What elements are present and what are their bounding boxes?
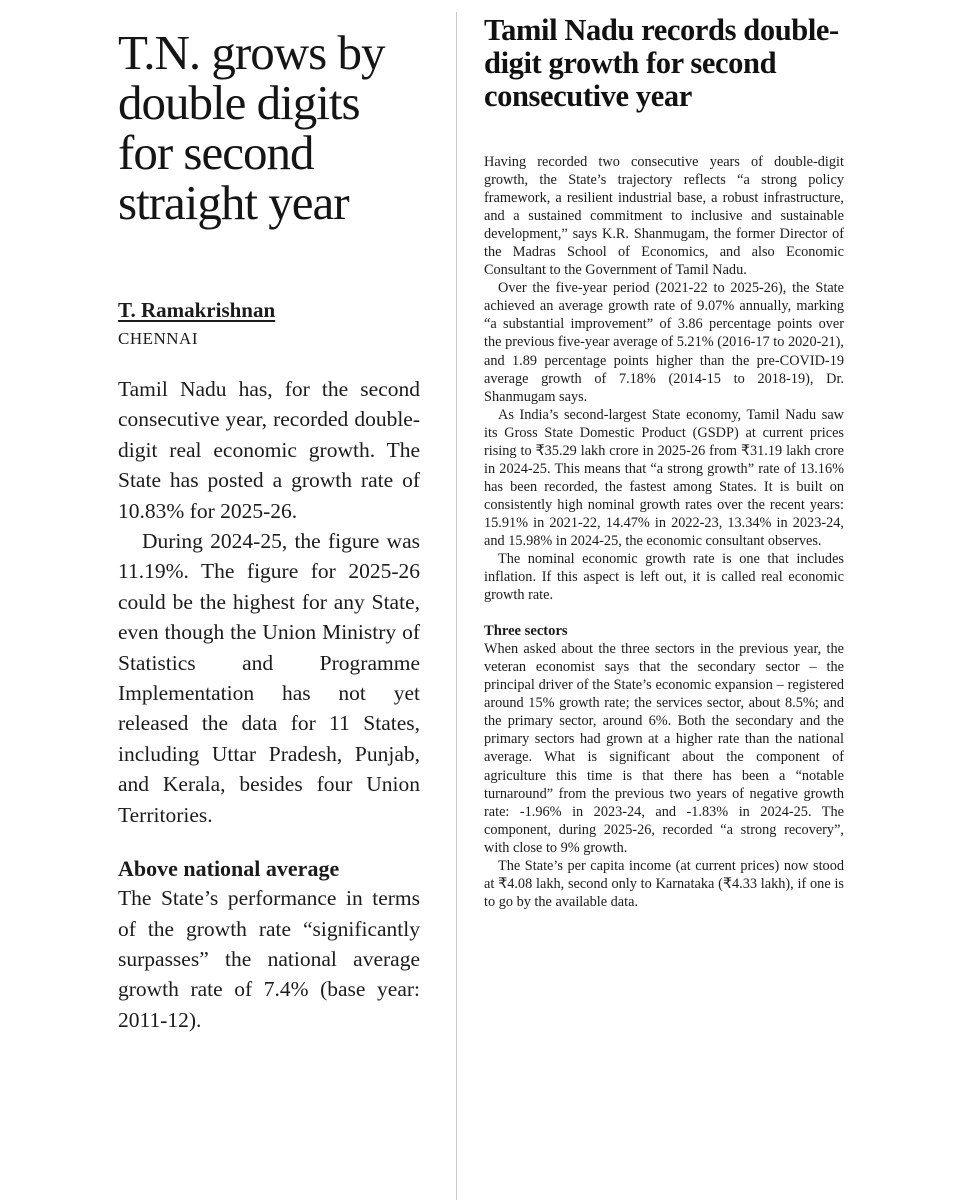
right-paragraph-3: As India’s second-largest State economy, Tamil Nadu saw its Gross State Domestic Product (GSDP) at current prices rising to ₹35.29 lakh crore in 2025-26 from ₹31.19 lakh crore in 2024-25. This means that “a strong growth” rate of 13.16% has been recorded, the fastest among States. It is built on consistently high nominal growth rates over the recent years: 15.91% in 2021-22, 14.47% in 2022-23, 13.34% in 2023-24, and 15.98% in 2024-25, the economic consultant observes. bbox=[484, 406, 844, 549]
left-paragraph-2: During 2024-25, the figure was 11.19%. The figure for 2025-26 could be the highest for any State, even though the Union Ministry of Statistics and Programme Implementation has not yet released the data for 11 States, including Uttar Pradesh, Punjab, and Kerala, besides four Union Territories. bbox=[118, 529, 420, 827]
right-subhead: Three sectors bbox=[484, 623, 568, 640]
right-sub-paragraph-1: When asked about the three sectors in the previous year, the veteran economist says that the secondary sector – the principal driver of the State’s economic expansion – registered around 15% growth rate; the services sector, about 8.5%; and the primary sector, around 6%. Both the secondary and the primary sectors had grown at a higher rate than the national average. What is significant about the component of agriculture this time is that there has been a “notable turnaround” from the previous two years of negative growth rate: -1.96% in 2023-24, and -1.83% in 2024-25. The component, during 2025-26, recorded “a strong recovery”, with close to 9% growth. bbox=[484, 641, 844, 856]
right-article bbox=[484, 14, 844, 911]
left-paragraph-1: Tamil Nadu has, for the second consecutive year, recorded double-digit real economic growth. The State has posted a growth rate of 10.83% for 2025-26. bbox=[118, 377, 420, 523]
left-subhead: Above national average bbox=[118, 856, 340, 882]
column-divider bbox=[456, 12, 457, 1200]
right-paragraph-2: Over the five-year period (2021-22 to 2025-26), the State achieved an average growth rate of 9.07% annually, marking “a substantial improvement” of 3.86 percentage points over the previous five-year average of 5.21% (2016-17 to 2020-21), and 1.89 percentage points higher than the pre-COVID-19 average growth of 7.18% (2014-15 to 2018-19), Dr. Shanmugam says. bbox=[484, 280, 844, 405]
left-article bbox=[118, 25, 420, 1035]
left-sub-paragraph-1: The State’s performance in terms of the growth rate “significantly surpasses” the national average growth rate of 7.4% (base year: 2011-12). bbox=[118, 886, 420, 1032]
dateline: CHENNAI bbox=[118, 329, 198, 348]
author-byline[interactable]: T. Ramakrishnan bbox=[118, 298, 276, 322]
right-sub-paragraph-2: The State’s per capita income (at current prices) now stood at ₹4.08 lakh, second only to Karnataka (₹4.33 lakh), if one is to go by the available data. bbox=[484, 857, 844, 910]
right-paragraph-1: Having recorded two consecutive years of double-digit growth, the State’s trajectory reflects “a strong policy framework, a resilient industrial base, a robust infrastructure, and a sustained commitment to inclusive and sustainable development,” says K.R. Shanmugam, the former Director of the Madras School of Economics, and also Economic Consultant to the Government of Tamil Nadu. bbox=[484, 154, 844, 279]
right-headline: Tamil Nadu records double-digit growth for second consecutive year bbox=[484, 13, 839, 113]
right-paragraph-4: The nominal economic growth rate is one that includes inflation. If this aspect is left out, it is called real economic growth rate. bbox=[484, 551, 844, 604]
left-headline: T.N. grows by double digits for second straight year bbox=[118, 25, 385, 230]
